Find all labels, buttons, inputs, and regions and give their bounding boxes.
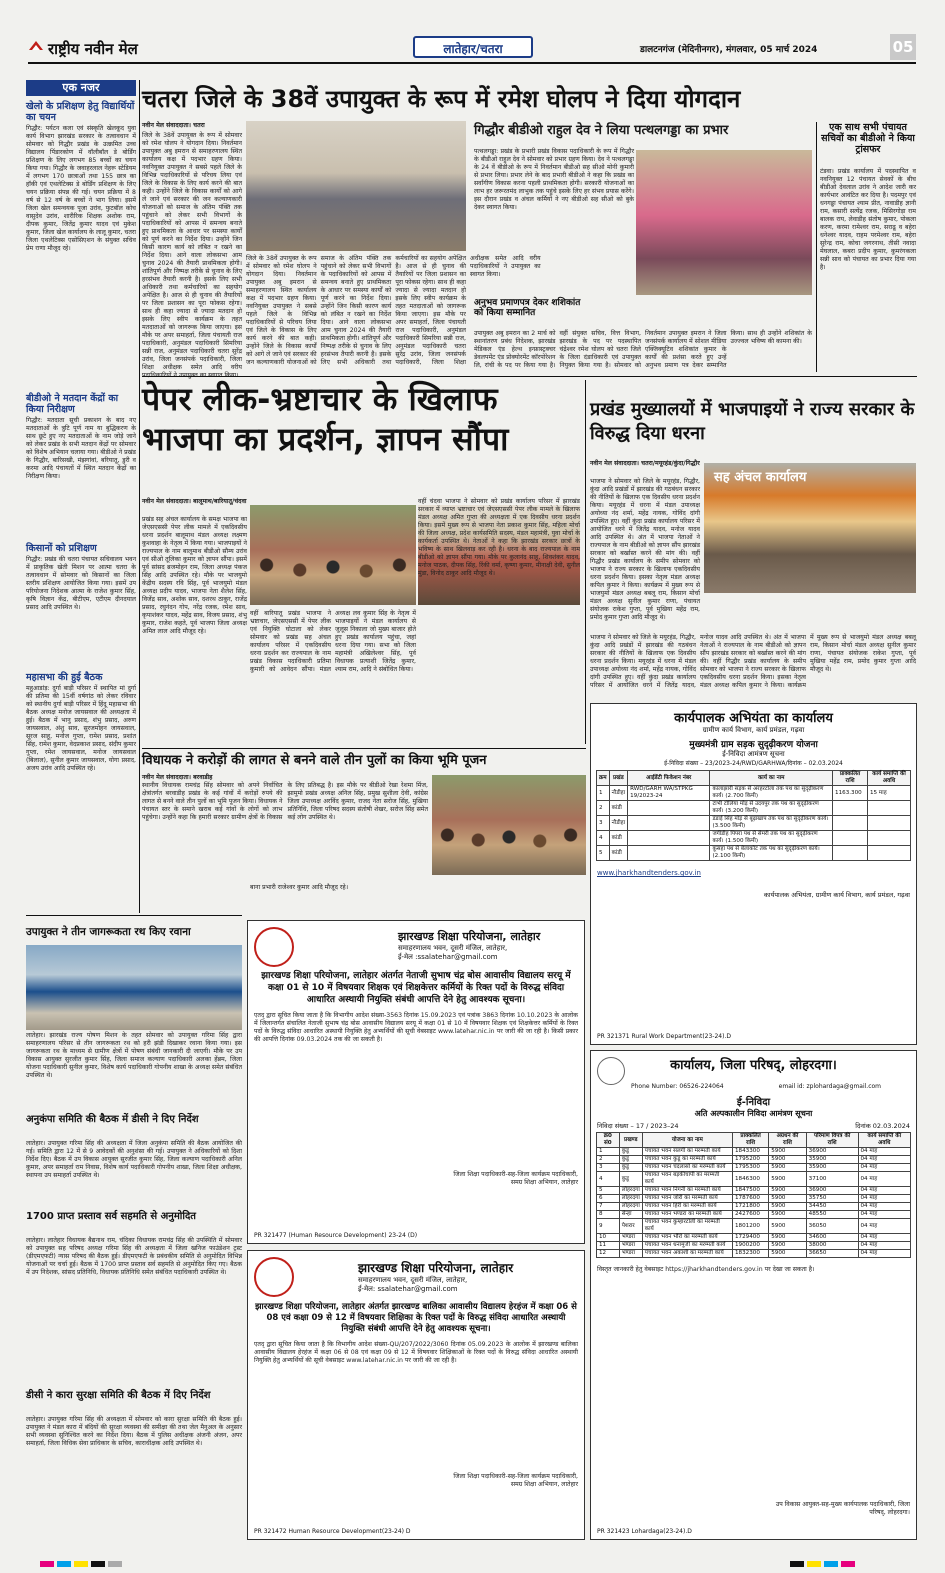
cell: 35900 xyxy=(806,1164,858,1172)
rural-notice: ई-निविदा आमंत्रण सूचना xyxy=(722,750,785,758)
cell: 35750 xyxy=(806,1195,858,1203)
edu-ad-1 xyxy=(247,920,585,1244)
color-registration-strip-right xyxy=(790,1552,858,1571)
cell: भण्डरा xyxy=(619,1242,642,1250)
cell xyxy=(833,831,868,846)
section-label: लातेहार/चतरा xyxy=(443,42,503,56)
paperleak-body-3: वहीं चंदवा भाजपा ने सोमवार को प्रखंड कार्यालय परिसर में झारखंड सरकार में व्याप्त भ्रष्टाचार एवं जेएसएससी पेपर लीक मामले के खिलाफ मंडल अध्यक्ष अमित गुप्ता की अध्यक्षता में एक दिवसीय धरना प्रदर्शन किया। इसमें मुख्य रूप से भाजपा नेता प्रकाश कुमार सिंह, महिला मोर्चा की जिला अध्यक्ष, प्रदेश कार्यसमिति सदस्य, मंडल महामंत्री, युवा मोर्चा के कार्यकर्ता उपस्थित थे। नेताओं ने कहा कि झारखंड सरकार छात्रों के भविष्य के साथ खिलवाड़ कर रही है। धरना के बाद राज्यपाल के नाम बीडीओ को ज्ञापन सौंपा गया। मौके पर कुलानंद साहू, शिवशंकर यादव, मनोज पाठक, दीपक सिंह, रिंकी वर्मा, कृष्णा कुमार, मीनाक्षी देवी, सुनील मुंडा, विनोद ठाकुर आदि मौजूद थे। xyxy=(418,498,580,577)
cell: पंचायत भवन जोरी का मरम्मती कार्य xyxy=(642,1195,732,1203)
cell: डंडाई सिंह मोड़ से बूढ़ाखाप तक पथ का सुदृढ़ीकरण कार्य। (3.500 किमी) xyxy=(710,816,833,831)
emblem-icon xyxy=(597,1057,625,1085)
dharna-body-cont xyxy=(590,634,916,704)
sidebar-item-title: किसानों को प्रशिक्षण xyxy=(26,543,97,554)
cell: 5 xyxy=(597,846,610,861)
edu1-org: झारखण्ड शिक्षा परियोजना, लातेहार xyxy=(398,930,541,943)
bridges-caption: बाना प्रभारी राजेश्वर कुमार आदि मौजूद रहे। xyxy=(250,884,349,891)
dharna-photo xyxy=(704,463,916,593)
table-row xyxy=(597,1211,911,1219)
cell xyxy=(833,801,868,816)
cell: 5900 xyxy=(769,1187,806,1195)
paperleak-body-2: वहीं बारियातू प्रखंड भाजपा ने भ्रष्टाचार, जेएसएससी में पेपर लीक एवं नियुक्ति घोटाला को लेकर सोमवार को प्रखंड सह अंचल कार्यालय परिसर में एकदिवसीय धरना प्रदर्शन कर राज्यपाल के नाम प्रखंड विकास पदाधिकारी प्रतिमा कुमारी को आवेदन सौंपा। मंडल अध्यक्ष लव कुमार सिंह के नेतृत्व में भाजपाइयों ने मंडल कार्यालय से जुलूस निकाला जो मुख्य बाजार होते हुए प्रखंड कार्यालय पहुंचा, जहां धरना दिया गया। सभा को जिला महामंत्री अखिलेश्वर सिंह, पूर्व विधायक प्रत्याशी जितेंद्र कुमार, श्याम राम, आदि ने संबोधित किया। xyxy=(250,610,416,673)
cell: 04 माह xyxy=(858,1211,911,1219)
cell: 9 xyxy=(597,1219,620,1234)
loh-email: email id: zplohardaga@gmail.com xyxy=(778,1083,882,1090)
rural-th: कार्य समाप्ति की अवधि xyxy=(868,771,911,786)
cell: कुडू xyxy=(619,1172,642,1187)
cell: 4 xyxy=(597,1172,620,1187)
cell: 5900 xyxy=(769,1156,806,1164)
table-row xyxy=(597,1242,911,1250)
cell: 1721800 xyxy=(732,1203,768,1211)
bridges-headline: विधायक ने करोड़ों की लागत से बनने वाले तीन पुलों का किया भूमि पूजन xyxy=(142,753,487,768)
lead-body-cont: जिले के 38वें उपायुक्त के रूप में सोमवार को रमेश घोलप ने योगदान दिया। निवर्तमान उपायुक्त अबु इमरान से समाहरणालय स्थित कार्यालय कक्ष में पदभार ग्रहण किया। नवनियुक्त उपायुक्त ने सबसे पहले जिले के विभिन्न पदाधिकारियों से परिचय लिया एवं जिले के विकास के लिए कार्य करने की बात कही। उन्होंने जिले के विकास कार्यों को आगे ले जाने एवं सरकार की जन कल्याणकारी योजनाओं को समाज के अंतिम पंक्ति तक पहुंचाने को लेकर सभी विभागों के पदाधिकारियों को आपस में समन्वय बनाते हुए प्राथमिकता के आधार पर समस्या कार्यों को पूर्ण करने का निर्देश दिया। उन्होंने जिन किसी कारण कार्य को लंबित न रखने का निर्देश दिया। आने वाला लोकसभा आम चुनाव 2024 की तैयारी प्राथमिकता होगी। शांतिपूर्ण और निष्पक्ष तरीके से चुनाव के लिए हरसंभव तैयारी करनी है। इसके लिए सभी अधिकारी तथा कर्मचारियों का सहयोग अपेक्षित है। आज से ही चुनाव की तैयारियों पर जिला प्रशासन का पूरा फोकस रहेगा। साथ ही कहा ज्यादा से ज्यादा मतदान हो इसके लिए स्वीप कार्यक्रम के तहत मतदाताओं को जागरूक किया जाएगा। इस मौके पर अपर समाहर्ता, जिला पंचायती राज पदाधिकारी, अनुमंडल पदाधिकारी सिमरिया सन्नी राज, अनुमंडल पदाधिकारी चतरा सुरेंद्र उरांव, जिला जनसंपर्क पदाधिकारी, जिला शिक्षा अधीक्षक समेत आदि वरीय पदाधिकारियों ने उपायुक्त का स्वागत किया। xyxy=(246,255,541,366)
awareness-headline: उपायुक्त ने तीन जागरूकता रथ किए रवाना xyxy=(26,926,191,938)
cell: 04 माह xyxy=(858,1156,911,1164)
cell: लोहरदगा xyxy=(619,1203,642,1211)
bridges-body: स्थानीय विधायक रामचंद्र सिंह सोमवार को अपने निर्वाचित क्षेत्रांतर्गत बरवाडीह प्रखंड के कई गांवों में करोड़ों रुपये की लागत से बनने वाले तीन पुलों का भूमि पूजन किया। विधायक ने पंचायत स्तर के समाने खराब कई गांवों के लोगों को लाभ पहुंचेगा। उन्होंने कहा कि हमारी सरकार ग्रामीण क्षेत्रों के विकास के लिए प्रतिबद्ध है। इस मौके पर बीडीओ रेखा रेशमा मिंज, झामुमो प्रखंड अध्यक्ष अनिल सिंह, प्रमुख सुशीला देवी, कांग्रेस जिला उपाध्यक्ष अरविंद कुमार, राजद नेता सरोज सिंह, मुखिया प्रतिनिधि, जिला परिषद सदस्य संतोषी शेखर, सरोज सिंह समेत कई लोग उपस्थित थे। xyxy=(142,782,428,821)
lead-photo xyxy=(246,121,466,251)
cell: RWD/GARH WA/STPKG 19/2023-24 xyxy=(628,786,710,801)
rural-scheme: मुख्यमंत्री ग्राम सड़क सुदृढ़ीकरण योजना xyxy=(689,740,818,750)
sidebar-label: एक नजर xyxy=(26,80,136,96)
cell: 04 माह xyxy=(858,1203,911,1211)
cell: 12 xyxy=(597,1250,620,1258)
cell: पंचायत भवन कुम्हारटोली का मरम्मती कार्य xyxy=(642,1219,732,1234)
cell: 6 xyxy=(597,1195,620,1203)
cell xyxy=(833,816,868,831)
cell: 5900 xyxy=(769,1203,806,1211)
paperleak-body-1: प्रखंड सह अंचल कार्यालय के समक्ष भाजपा का जेएसएससी पेपर लीक मामले में एकदिवसीय धरना प्रदर्शन बालूमाथ मंडल अध्यक्ष लक्ष्मण कुशवाहा के नेतृत्व में किया गया। भाजपाइयों ने राज्यपाल के नाम बालूमाथ बीडीओ सौम्य उरांव एवं सीओ तूलिका कुमार को ज्ञापन सौंपा। इसमें पूर्व सांसद ब्रजमोहन राम, जिला अध्यक्ष पंकज सिंह आदि उपस्थित रहे। मौके पर भाजयुमो केंद्रीय सदस्य रवि सिंह, पूर्व भाजयुमो मंडल अध्यक्ष प्रदीप यादव, भाजपा नेता शैलेश सिंह, विजेंद्र साव, अशोक साव, दशरथ ठाकुर, राजेंद्र प्रसाद, रघुनंदन गोप, नरेंद्र रजक, रमेश साव, कृपाशंकर यादव, महेंद्र साव, विजय प्रसाद, शंभु कुमार, राजेश कहते, पूर्व भाजपा जिला अध्यक्ष अमित लाल आदि मौजूद रहे। xyxy=(142,516,247,635)
loh-notice: ई-निविदा xyxy=(736,1097,771,1108)
cell: पंचायत भवन भौंरो का मरम्मती कार्य xyxy=(642,1234,732,1242)
sidebar-item-title: बीडीओ ने मतदान केंद्रों का किया निरीक्षण xyxy=(26,393,119,415)
table-row xyxy=(597,1203,911,1211)
rural-works-ad xyxy=(590,703,917,1045)
cell: 15 माह xyxy=(868,786,911,801)
cell: 36900 xyxy=(806,1187,858,1195)
table-row xyxy=(597,1156,911,1164)
cell xyxy=(628,831,710,846)
cell: 36050 xyxy=(806,1219,858,1234)
paperleak-headline-2: भाजपा का प्रदर्शन, ज्ञापन सौंपा xyxy=(142,420,509,458)
color-registration-strip xyxy=(40,1552,125,1571)
section-tab xyxy=(413,36,533,58)
paper-name: राष्ट्रीय नवीन मेल xyxy=(48,40,138,58)
table-row xyxy=(597,846,911,861)
dateline: डालटनगंज (मेदिनीनगर), मंगलवार, 05 मार्च 2024 xyxy=(640,45,818,55)
table-row xyxy=(597,1148,911,1156)
cell: पंचायत भवन सलगी का मरम्मती कार्य xyxy=(642,1148,732,1156)
cell: सेन्हा xyxy=(619,1211,642,1219)
table-row xyxy=(597,786,911,801)
rural-th: प्राक्कलित राशि xyxy=(833,771,868,786)
loh-th: कार्य समाप्ति की अवधि xyxy=(858,1133,911,1148)
edu2-addr: समाहरणालय भवन, दूसरी मंजिल, लातेहार, xyxy=(358,1276,468,1284)
cell: कुडू xyxy=(619,1148,642,1156)
edu1-email: ई-मेल :ssalatehar@gmail.com xyxy=(398,953,498,961)
table-row xyxy=(597,816,911,831)
brief-title: अनुकंपा समिति की बैठक में डीसी ने दिए निर्देश xyxy=(26,1114,199,1125)
bridges-photo-2 xyxy=(432,775,586,875)
sidebar-item-body: गिद्धौर: पर्यटन कला एवं संस्कृति खेलकूद युवा कार्य विभाग झारखंड सरकार के तत्वावधान में सोमवार को गिद्धौर प्रखंड के उत्क्रमित उच्च विद्यालय पिंडारकोण में वॉलीबॉल डे बोर्डिंग प्रशिक्षण के लिए लगभग 85 बच्चों का चयन किया गया। गिद्धौर के जवाहरलाल नेहरू स्टेडियम में लगभग 170 छात्राओं तथा 155 छात्र का हॉकी एवं एथलेटिक्स डे बोर्डिंग प्रशिक्षण के लिए चयन प्रक्रिया संपन्न की गई। चयन प्रक्रिया में 8 वर्ष से 12 वर्ष के बच्चों ने भाग लिया। इसमें जिला खेल समन्वयक पूजा उरांव, फुटबॉल कोच वासुदेव उरांव, शारीरिक शिक्षक अशोक राम, दीपक कुमार, जितेंद्र कुमार यादव एवं मुकेश कुमार, जिला खेल कार्यालय के लालू कुमार, चतरा जिला एथलेटिक्स एसोसिएशन के संयुक्त सचिव प्रेम राणा मौजूद रहे। xyxy=(26,125,136,252)
table-row xyxy=(597,1195,911,1203)
lead-body-col1 xyxy=(142,132,242,372)
cell: 04 माह xyxy=(858,1187,911,1195)
edu1-addr: समाहरणालय भवन, दूसरी मंजिल, लातेहार, xyxy=(398,944,508,952)
cell: नौडीहा xyxy=(609,786,627,801)
cell: 1846300 xyxy=(732,1172,768,1187)
paperleak-byline: नवीन मेल संवाददाता। बालूमाथ/बारियातू/चंदवा xyxy=(142,498,247,505)
cell: 5900 xyxy=(769,1234,806,1242)
lead-body: जिले के 38वें उपायुक्त के रूप में सोमवार को रमेश घोलप ने योगदान दिया। निवर्तमान उपायुक्त अबु इमरान से समाहरणालय स्थित कार्यालय कक्ष में पदभार ग्रहण किया। नवनियुक्त उपायुक्त ने सबसे पहले जिले के विभिन्न पदाधिकारियों से परिचय लिया एवं जिले के विकास के लिए कार्य करने की बात कही। उन्होंने जिले के विकास कार्यों को आगे ले जाने एवं सरकार की जन कल्याणकारी योजनाओं को समाज के अंतिम पंक्ति तक पहुंचाने को लेकर सभी विभागों के पदाधिकारियों को आपस में समन्वय बनाते हुए प्राथमिकता के आधार पर समस्या कार्यों को पूर्ण करने का निर्देश दिया। उन्होंने जिन किसी कारण कार्य को लंबित न रखने का निर्देश दिया। आने वाला लोकसभा आम चुनाव 2024 की तैयारी प्राथमिकता होगी। शांतिपूर्ण और निष्पक्ष तरीके से चुनाव के लिए हरसंभव तैयारी करनी है। इसके लिए सभी अधिकारी तथा कर्मचारियों का सहयोग अपेक्षित है। आज से ही चुनाव की तैयारियों पर जिला प्रशासन का पूरा फोकस रहेगा। साथ ही कहा ज्यादा से ज्यादा मतदान हो इसके लिए स्वीप कार्यक्रम के तहत मतदाताओं को जागरूक किया जाएगा। इस मौके पर अपर समाहर्ता, जिला पंचायती राज पदाधिकारी, अनुमंडल पदाधिकारी सिमरिया सन्नी राज, अनुमंडल पदाधिकारी चतरा सुरेंद्र उरांव, जिला जनसंपर्क पदाधिकारी, जिला शिक्षा अधीक्षक समेत आदि वरीय xyxy=(142,132,242,371)
rural-ref: ई-निविदा संख्या – 23/2023-24/RWD/GARHWA/दिनांक – 02.03.2024 xyxy=(664,760,843,767)
dharna-body-2: भाजपा ने सोमवार को जिले के मयूरहंड, गिद्धौर, कुंदा आदि प्रखंडों में झारखंड की गठबंधन सरकार की नीतियों के खिलाफ एक दिवसीय धरना प्रदर्शन किया। मयूरहंड में धरना में मंडल उपाध्यक्ष अयोध्या नंद शर्मा, महेंद्र नायक, गोविंद दांगी उपस्थित हुए। वहीं कुंदा प्रखंड कार्यालय परिसर में आयोजित धरने में जितेंद्र यादव, मनोज यादव आदि उपस्थित थे। अंत में भाजपा नेताओं ने राज्यपाल के नाम बीडीओ को ज्ञापन सौंप झारखंड सरकार को बर्खास्त करने की मांग की। वहीं गिद्धौर प्रखंड कार्यालय के समीप सोमवार को भाजपा ने राज्य सरकार के खिलाफ एकदिवसीय धरना प्रदर्शन किया। इसका नेतृत्व मंडल अध्यक्ष कपिल कुमार ने किया। कार्यक्रम में मुख्य रूप से भाजयुमो मंडल अध्यक्ष बबलू राम, किसान मोर्चा मंडल अध्यक्ष सुनील कुमार राणा, पंचायत संयोजक राकेश गुप्ता, पूर्व मुखिया महेंद्र राम, प्रमोद कुमार गुप्ता आदि मौजूद थे। xyxy=(590,634,916,689)
rural-tender-table xyxy=(596,770,911,861)
sidebar xyxy=(26,80,136,913)
cell: 1 xyxy=(597,1148,620,1156)
cell: पंचायत भवन कुडू का मरम्मती कार्य xyxy=(642,1156,732,1164)
sidebar-item-body: महुआडांड़: दुर्गा बाड़ी परिसर में स्थापित मां दुर्गा की प्रतिमा की 15वीं वर्षगांठ को लेकर रविवार को स्थानीय दुर्गा बाड़ी परिसर में हिंदू महासभा की बैठक अध्यक्ष मनोज जायसवाल की अध्यक्षता में हुई। बैठक में भानु प्रसाद, शंभु प्रसाद, अरुण जायसवाल, अंशु साव, सुरजमोहन जायसवाल, सूरज साहू, मनोज गुप्ता, रामेश प्रसाद, प्रशांत सिंह, रामेश कुमार, वेदप्रकाश प्रसाद, संदीप कुमार गुप्ता, रमेश जायसवाल, मनोज जायसवाल (बिलाल), सुनील कुमार जायसवाल, योगा प्रसाद, अजय उरांव आदि उपस्थित रहे। xyxy=(26,685,136,772)
loh-pr: PR 321423 Lohardaga(23-24).D xyxy=(597,1528,692,1535)
lohardaga-ad xyxy=(590,1050,917,1540)
awareness-photo xyxy=(26,945,242,1030)
cell: 1163.300 xyxy=(833,786,868,801)
cell: कालाझारी सड़क से अरहरटोला तक पथ का सुदृढ़ीकरण कार्य। (2.700 किमी) xyxy=(710,786,833,801)
table-row xyxy=(597,1164,911,1172)
loh-th: योजना का नाम xyxy=(642,1133,732,1148)
edu-ad-2 xyxy=(247,1250,585,1540)
cell xyxy=(628,846,710,861)
cell: 1795200 xyxy=(732,1156,768,1164)
cell: 37100 xyxy=(806,1172,858,1187)
cell xyxy=(833,846,868,861)
cell: 1847500 xyxy=(732,1187,768,1195)
cell: 2 xyxy=(597,1156,620,1164)
table-row xyxy=(597,1219,911,1234)
rural-sign: कार्यपालक अभियंता, ग्रामीण कार्य विभाग, कार्य प्रमंडल, गढ़वा xyxy=(763,891,910,899)
brief-title: 1700 प्राप्त प्रस्ताव सर्व सहमति से अनुमोदित xyxy=(26,1211,196,1222)
cell: 10 xyxy=(597,1234,620,1242)
cell: लोहरदगा xyxy=(619,1187,642,1195)
bdo-headline: गिद्धौर बीडीओ राहुल देव ने लिया पत्थलगड्डा का प्रभार xyxy=(474,123,729,138)
loh-th: अग्रधन की राशि xyxy=(769,1133,806,1148)
cell xyxy=(868,801,911,816)
cell xyxy=(868,816,911,831)
brief-title: डीसी ने कारा सुरक्षा समिति की बैठक में दिए निर्देश xyxy=(26,1390,211,1401)
cell: 04 माह xyxy=(858,1148,911,1156)
cell: 5900 xyxy=(769,1148,806,1156)
edu2-pr: PR 321472 Human Resource Development(23-24) D xyxy=(254,1528,411,1535)
cell: 5 xyxy=(597,1187,620,1195)
cell: 1900200 xyxy=(732,1242,768,1250)
cell: कांडी xyxy=(609,846,627,861)
cell: 1843300 xyxy=(732,1148,768,1156)
cell: टाभी टोलिया मोड़ से उदयपुर तक पथ का सुदृढ़ीकरण कार्य। (3.200 किमी) xyxy=(710,801,833,816)
rural-th: क्रम xyxy=(597,771,610,786)
dharna-byline: नवीन मेल संवाददाता। चतरा/मयूरहंड/कुंदा/गिद्धौर xyxy=(590,460,700,467)
cell: 04 माह xyxy=(858,1164,911,1172)
loh-th: प्रखण्ड xyxy=(619,1133,642,1148)
cell: 38000 xyxy=(806,1242,858,1250)
edu2-body: एतद् द्वारा सूचित किया जाता है कि विभागीय आदेश संख्या-QU/207/2022/3060 दिनांक 05.09.2023 के आलोक में झारखण्ड बालिका आवासीय विद्यालय हेरहंज में कक्षा 06 से 08 एवं कक्षा 09 से 12 में विषयवार शिक्षिकाओं के रिक्त पदों के विरुद्ध संविदा आधारित अस्थायी नियुक्ति हेतु अभ्यर्थियों की सूची वेबसाइट www.latehar.nic.in पर जारी की जा रही है। xyxy=(254,1341,578,1364)
cell: जगीडीह पिपरा पथ से सेमरी तक पथ का सुदृढ़ीकरण कार्य। (1.500 किमी) xyxy=(710,831,833,846)
cell: 1832300 xyxy=(732,1250,768,1258)
rural-dept: ग्रामीण कार्य विभाग, कार्य प्रमंडल, गढ़वा xyxy=(702,726,805,734)
cell: पंचायत भवन भण्डरा का मरम्मती कार्य xyxy=(642,1211,732,1219)
rural-th: आईडेंटी फिकेशन नंबर xyxy=(628,771,710,786)
loh-footer: विस्तृत जानकारी हेतु वेबसाइट https://jharkhandtenders.gov.in पर देखा जा सकता है। xyxy=(597,1266,815,1273)
cell: पंचायत भवन निगनी का मरम्मती कार्य xyxy=(642,1187,732,1195)
lead-byline: नवीन मेल संवाददाता। चतरा xyxy=(142,122,205,129)
cell: 8 xyxy=(597,1211,620,1219)
bdo-photo xyxy=(636,150,812,295)
cell: 36650 xyxy=(806,1250,858,1258)
rural-office: कार्यपालक अभियंता का कार्यालय xyxy=(674,711,833,726)
dharna-headline: प्रखंड मुख्यालयों में भाजपाइयों ने राज्य सरकार के विरुद्ध दिया धरना xyxy=(590,399,915,444)
edu2-email: ई-मेल: ssalatehar@gmail.com xyxy=(358,1285,458,1293)
cell: 1795300 xyxy=(732,1164,768,1172)
bdo-subhead: अनुभव प्रमाणपत्र देकर शशिकांत को किया सम्मानित xyxy=(474,298,581,318)
loh-office: कार्यालय, जिला परिषद्, लोहरदगा। xyxy=(670,1058,837,1073)
cell: 5900 xyxy=(769,1219,806,1234)
cell: 04 माह xyxy=(858,1172,911,1187)
loh-phone: Phone Number: 06526-224064 xyxy=(631,1083,724,1090)
table-row xyxy=(597,1172,911,1187)
cell: नौडीहा xyxy=(609,816,627,831)
edu1-pr: PR 321477 (Human Resource Development) 23-24 (D) xyxy=(254,1232,418,1239)
loh-tender-table xyxy=(596,1132,911,1258)
rural-website[interactable]: www.jharkhandtenders.gov.in xyxy=(597,869,701,877)
cell: भण्डरा xyxy=(619,1250,642,1258)
tandwa-body: टंडवा। प्रखंड कार्यालय में पदस्थापित व नवनियुक्त 12 पंचायत सेवकों के बीच बीडीओ देवलाल उरांव ने आदेश जारी कर कार्यभार आवंटित कर दिया है। पदमपुर एवं धनगड्डा पंचायत श्याम प्रीत, नावाडीह ज्ञानी राम, कसारी सत्येंद्र रजक, मिसिरगोड़ा राम बालक राय, लेवाडीह संतोष कुमार, पोकला करण, करमा रामेश्वर राम, सराढू व बहेरा धनेश्वर यादव, राहम परमेश्वर राम, बहेरा सुरेन्द्र राम, कोचा जगरनाथ, तीसी नवादा मेघलाल, कबरा प्रदीप कुमार, कुमरंगकला सन्नी साव को पंचायत का प्रभार दिया गया है। xyxy=(820,168,916,271)
cell: 04 माह xyxy=(858,1242,911,1250)
brief-body: लातेहार। उपायुक्त गरिमा सिंह की अध्यक्षता में सोमवार को कारा सुरक्षा समिति की बैठक हुई। उपायुक्त ने मंडल कारा में बंदियों की सुरक्षा व्यवस्था की समीक्षा की तथा जेल मैनुअल के अनुसार सभी व्यवस्था सुनिश्चित करने का निर्देश दिया। बैठक में पुलिस अधीक्षक अंजनी अंजन, अपर समाहर्ता, जिला विधिक सेवा प्राधिकार के सचिव, काराधीक्षक आदि उपस्थित थे। xyxy=(26,1416,242,1447)
cell: 35900 xyxy=(806,1156,858,1164)
bridges-byline: नवीन मेल संवाददाता। बरवाडीह xyxy=(142,774,213,781)
cell xyxy=(628,816,710,831)
edu2-org: झारखण्ड शिक्षा परियोजना, लातेहार xyxy=(358,1261,514,1275)
brief-body: लातेहार। लातेहार विधायक बैद्यनाथ राम, चंदिका विधायक रामचंद्र सिंह की उपस्थिति में सोमवार को उपायुक्त सह परिषद अध्यक्ष गरिमा सिंह की अध्यक्षता में जिला खनिज फाउंडेशन ट्रस्ट (डीएमएफटी) न्यास परिषद की बैठक हुई। डीएमएफटी के प्रबंधकीय समिति से अनुमोदित विभिन्न योजनाओं पर चर्चा हुई। बैठक में 1700 प्राप्त प्रस्ताव सर्व सहमति से अनुमोदित किए गए। बैठक में उप निदेशक, सांसद प्रतिनिधि, विधायक प्रतिनिधि समेत संबंधित पदाधिकारी उपस्थित थे। xyxy=(26,1237,242,1276)
cell: पंचायत भवन चंदलासो का मरम्मती कार्य xyxy=(642,1164,732,1172)
bdo-sub-body: उपायुक्त अबु इमरान का 2 मार्च को स्थानांतरण प्रबंध निदेशक, झारखंड मेडिकल एंड हेल्थ इन्फ्रास्ट्रक्चर डेवलपमेंट एंड प्रोक्योरमेंट कॉरपोरेशन लि, रांची के पद पर किया गया है। वहीं संयुक्त सचिव, वित्त विभाग, झारखंड के पद पर पदस्थापित चंद्रेश्वर रमेश घोलप को चतरा जिले के जिला दंडाधिकारी एवं उपायुक्त नियुक्त किया गया है। सोमवार को निवर्तमान उपायुक्त इमरान ने जिला जनसंपर्क कार्यालय में सोशल मीडिया एक्जिक्यूटिव शशिकांत कुमार के कार्यों की प्रशंसा करते हुए उन्हें अनुभव प्रमाण पत्र देकर सम्मानित किया। साथ ही उन्होंने शशिकांत के उज्ज्वल भविष्य की कामना की। xyxy=(474,330,812,369)
table-row xyxy=(597,1250,911,1258)
cell: 04 माह xyxy=(858,1234,911,1242)
masthead xyxy=(28,34,916,64)
cell: 4 xyxy=(597,831,610,846)
cell: 04 माह xyxy=(858,1219,911,1234)
rural-pr: PR 321371 Rural Work Department(23-24).D xyxy=(597,1033,731,1040)
cell: 11 xyxy=(597,1242,620,1250)
rural-th: प्रखंड xyxy=(609,771,627,786)
edu2-title: झारखण्ड शिक्षा परियोजना, लातेहार अंतर्गत झारखण्ड बालिका आवासीय विद्यालय हेरहंज में कक्षा 06 से 08 एवं कक्षा 09 से 12 में विषयवार शिक्षिका के रिक्त पदों के विरुद्ध संविदा आधारित अस्थायी नियुक्ति संबंधी आपत्ति देने हेतु आवश्यक सूचना। xyxy=(255,1302,577,1334)
cell: कूसहा पथ से बेलाकोट तक पथ का सुदृढ़ीकरण कार्य। (2.100 किमी) xyxy=(710,846,833,861)
cell: 2 xyxy=(597,801,610,816)
edu-logo-icon xyxy=(254,927,294,967)
cell: 5900 xyxy=(769,1250,806,1258)
cell: 5900 xyxy=(769,1164,806,1172)
cell: पंचायत भवन हिर्री का मरम्मती कार्य xyxy=(642,1203,732,1211)
cell: भण्डरा xyxy=(619,1234,642,1242)
cell: कांडी xyxy=(609,801,627,816)
cell: 7 xyxy=(597,1203,620,1211)
bdo-body: पत्थलगड्डा: प्रखंड के प्रभारी प्रखंड विकास पदाधिकारी के रूप में गिद्धौर के बीडीओ राहुल देव ने सोमवार को प्रभार ग्रहण किया। देव ने पत्थलगड्डा के 24 वें बीडीओ के रूप में निवर्तमान बीडीओ सह सीओ मोनी कुमारी से प्रभार लिया। प्रभार लेने के बाद प्रभारी बीडीओ ने कहा कि प्रखंड का सर्वांगीण विकास करना पहली प्राथमिकता होगी। सरकारी योजनाओं का लाभ हर जरूरतमंद लाभुक तक पहुंचे इसके लिए हर संभव प्रयास करेंगे। इस दौरान प्रखंड व अंचल कर्मियों ने नए बीडीओ सह सीओ को बुके देकर स्वागत किया। xyxy=(474,148,634,211)
cell: 3 xyxy=(597,1164,620,1172)
cell: 36900 xyxy=(806,1148,858,1156)
edu1-title: झारखण्ड शिक्षा परियोजना, लातेहार अंतर्गत नेताजी सुभाष चंद्र बोस आवासीय विद्यालय सरयू में कक्षा 01 से 10 में विषयवार शिक्षक एवं शिक्षकेत्तर कर्मियों के रिक्त पदों के विरुद्ध संविदा आधारित अस्थायी नियुक्ति संबंधी आपत्ति देने हेतु आवश्यक सूचना। xyxy=(261,971,571,1005)
brief-body: लातेहार। उपायुक्त गरिमा सिंह की अध्यक्षता में जिला अनुकंपा समिति की बैठक आयोजित की गई। समिति द्वारा 12 में से 9 आवेदकों की अनुशंसा की गई। उपायुक्त ने अधिकारियों को दिशा निर्देश दिए। बैठक में उप विकास आयुक्त सुरजीत कुमार सिंह, जिला कल्याण पदाधिकारी अनिल कुमार, अपर समाहर्ता राम निवास, विशेष कार्य पदाधिकारी गोपनीय शाखा, जिला शिक्षा अधीक्षक, स्थापना उप समाहर्ता उपस्थित थे। xyxy=(26,1140,242,1179)
paper-logo-icon xyxy=(28,38,44,54)
cell: 5900 xyxy=(769,1242,806,1250)
loh-th: प्राक्कलित राशि xyxy=(732,1133,768,1148)
cell xyxy=(868,846,911,861)
cell: पंचायत भवन अकाशी का मरम्मती कार्य xyxy=(642,1250,732,1258)
page-number: 05 xyxy=(890,34,916,60)
sidebar-item-body: गिद्धौर: मतदाता सूची प्रकाशन के बाद नए मतदाताओं के त्रुटि पूर्ण नाम या बुद्धिकरण के साथ छूटे हुए नए मतदाताओं के नाम जोड़े जाने को लेकर प्रखंड के सभी मतदान केंद्रों पर सोमवार को विशेष अभियान चलाया गया। बीडीओ ने प्रखंड के गिद्धौर, बारिसखी, मंझगांवां, बरियातू, डुरी व करमा आदि पंचायतों में स्थित मतदान केंद्रों का निरीक्षण किया। xyxy=(26,417,136,480)
cell: 5900 xyxy=(769,1211,806,1219)
cell: पेशरार xyxy=(619,1219,642,1234)
sidebar-item-title: खेलो के प्रशिक्षण हेतु विद्यार्थियों का चयन xyxy=(26,101,135,123)
cell: पंचायत भवन बड़कीचांपी का मरम्मती कार्य xyxy=(642,1172,732,1187)
table-row xyxy=(597,831,911,846)
cell: कांडी xyxy=(609,831,627,846)
edu-logo-icon xyxy=(254,1257,294,1297)
paperleak-photo-1 xyxy=(250,505,416,605)
cell xyxy=(868,831,911,846)
edu1-sign: जिला शिक्षा पदाधिकारी-सह-जिला कार्यक्रम पदाधिकारी, समग्र शिक्षा अभियान, लातेहार xyxy=(453,1171,578,1186)
table-row xyxy=(597,1187,911,1195)
cell: पंचायत भवन धनामुंजी का मरम्मती कार्य xyxy=(642,1242,732,1250)
loh-th: परिमाण विपत्र की राशि xyxy=(806,1133,858,1148)
cell: 5900 xyxy=(769,1195,806,1203)
dharna-body: भाजपा ने सोमवार को जिले के मयूरहंड, गिद्धौर, कुंदा आदि प्रखंडों में झारखंड की गठबंधन सरकार की नीतियों के खिलाफ एक दिवसीय धरना प्रदर्शन किया। मयूरहंड में धरना में मंडल उपाध्यक्ष अयोध्या नंद शर्मा, महेंद्र नायक, गोविंद दांगी उपस्थित हुए। वहीं कुंदा प्रखंड कार्यालय परिसर में आयोजित धरने में जितेंद्र यादव, मनोज यादव आदि उपस्थित थे। अंत में भाजपा नेताओं ने राज्यपाल के नाम बीडीओ को ज्ञापन सौंप झारखंड सरकार को बर्खास्त करने की मांग की। वहीं गिद्धौर प्रखंड कार्यालय के समीप सोमवार को भाजपा ने राज्य सरकार के खिलाफ एकदिवसीय धरना प्रदर्शन किया। इसका नेतृत्व मंडल अध्यक्ष कपिल कुमार ने किया। कार्यक्रम में मुख्य रूप से भाजयुमो मंडल अध्यक्ष बबलू राम, किसान मोर्चा मंडल अध्यक्ष सुनील कुमार राणा, पंचायत संयोजक राकेश गुप्ता, पूर्व मुखिया महेंद्र राम, प्रमोद कुमार गुप्ता आदि मौजूद थे। xyxy=(590,478,700,621)
cell: 34450 xyxy=(806,1203,858,1211)
edu2-sign: जिला शिक्षा पदाधिकारी-सह-जिला कार्यक्रम पदाधिकारी, समग्र शिक्षा अभियान, लातेहार xyxy=(453,1473,578,1488)
lead-headline: चतरा जिले के 38वें उपायुक्त के रूप में रमेश घोलप ने दिया योगदान xyxy=(142,85,741,113)
rural-th: कार्य का नाम xyxy=(710,771,833,786)
cell: कुडू xyxy=(619,1156,642,1164)
cell: 1 xyxy=(597,786,610,801)
cell: 1787600 xyxy=(732,1195,768,1203)
sidebar-item-body: गिद्धौर: प्रखंड की चतरा पंचायत सचिवालय भवन में प्राकृतिक खेती मिशन पर आत्मा चतरा के तत्वावधान में सोमवार को किसानों का जिला स्तरीय प्रशिक्षण आयोजित किया गया। इसमें उप परियोजना निदेशक आत्मा के राजेश कुमार सिंह, कृषि विज्ञान केंद्र, बीटीएम, एटीएम दीनदयाल प्रसाद आदि उपस्थित थे। xyxy=(26,556,136,611)
edu1-body: एतद् द्वारा सूचित किया जाता है कि विभागीय आदेश संख्या-3563 दिनांक 15.09.2023 एवं पत्रांक 3863 दिनांक 10.10.2023 के आलोक में जिलान्तर्गत संचालित नेताजी सुभाष चंद्र बोस आवासीय विद्यालय सरयू में कक्षा 01 से 10 में विषयवार शिक्षक एवं शिक्षकेत्तर कर्मियों के रिक्त पदों के विरुद्ध संविदा आधारित अस्थायी नियुक्ति हेतु अभ्यर्थियों की सूची वेबसाइट www.latehar.nic.in पर जारी की जा रही है। किसी प्रकार की आपत्ति दिनांक 09.03.2024 तक की जा सकती है। xyxy=(254,1012,578,1043)
cell: 1801200 xyxy=(732,1219,768,1234)
cell: 1729400 xyxy=(732,1234,768,1242)
cell: 04 माह xyxy=(858,1195,911,1203)
cell: 34600 xyxy=(806,1234,858,1242)
tandwa-headline: एक साथ सभी पंचायत सचिवों का बीडीओ ने किया ट्रांसफर xyxy=(821,122,915,155)
loh-sub: अति अल्पकालीन निविदा आमंत्रण सूचना xyxy=(694,1109,813,1118)
loh-sign: उप विकास आयुक्त-सह-मुख्य कार्यपालक पदाधिकारी, जिला परिषद्, लोहरदगा। xyxy=(775,1501,910,1516)
loh-th: क्र0 सं0 xyxy=(597,1133,620,1148)
table-row xyxy=(597,801,911,816)
sidebar-item-title: महासभा की हुई बैठक xyxy=(26,672,103,683)
loh-ref: निविदा संख्या – 17 / 2023–24 xyxy=(597,1122,679,1130)
dharna-photo-sign: सह अंचल कार्यालय xyxy=(714,470,807,485)
loh-date: दिनांक 02.03.2024 xyxy=(855,1122,910,1130)
table-row xyxy=(597,1234,911,1242)
cell: 48550 xyxy=(806,1211,858,1219)
cell: 5900 xyxy=(769,1172,806,1187)
awareness-body: लातेहार। झारखंड राज्य पोषण मिशन के तहत सोमवार को उपायुक्त गरिमा सिंह द्वारा समाहरणालय परिसर से तीन जागरूकता रथ को हरी झंडी दिखाकर रवाना किया गया। इस जागरूकता रथ के माध्यम से ग्रामीण क्षेत्रों में पोषण संबंधी जानकारी दी जाएगी। मौके पर उप विकास आयुक्त सुरजीत कुमार सिंह, जिला समाज कल्याण पदाधिकारी अलका हेंब्रम, जिला योजना पदाधिकारी सुनील कुमार, विशेष कार्य पदाधिकारी गोपनीय शाखा के अध्यक्ष समेत संबंधित उपस्थित थे। xyxy=(26,1032,242,1079)
cell: 04 माह xyxy=(858,1250,911,1258)
cell: लोहरदगा xyxy=(619,1195,642,1203)
cell xyxy=(628,801,710,816)
paperleak-headline-1: पेपर लीक-भ्रष्टाचार के खिलाफ xyxy=(142,380,498,418)
cell: 2427600 xyxy=(732,1211,768,1219)
cell: कुडू xyxy=(619,1164,642,1172)
cell: 3 xyxy=(597,816,610,831)
